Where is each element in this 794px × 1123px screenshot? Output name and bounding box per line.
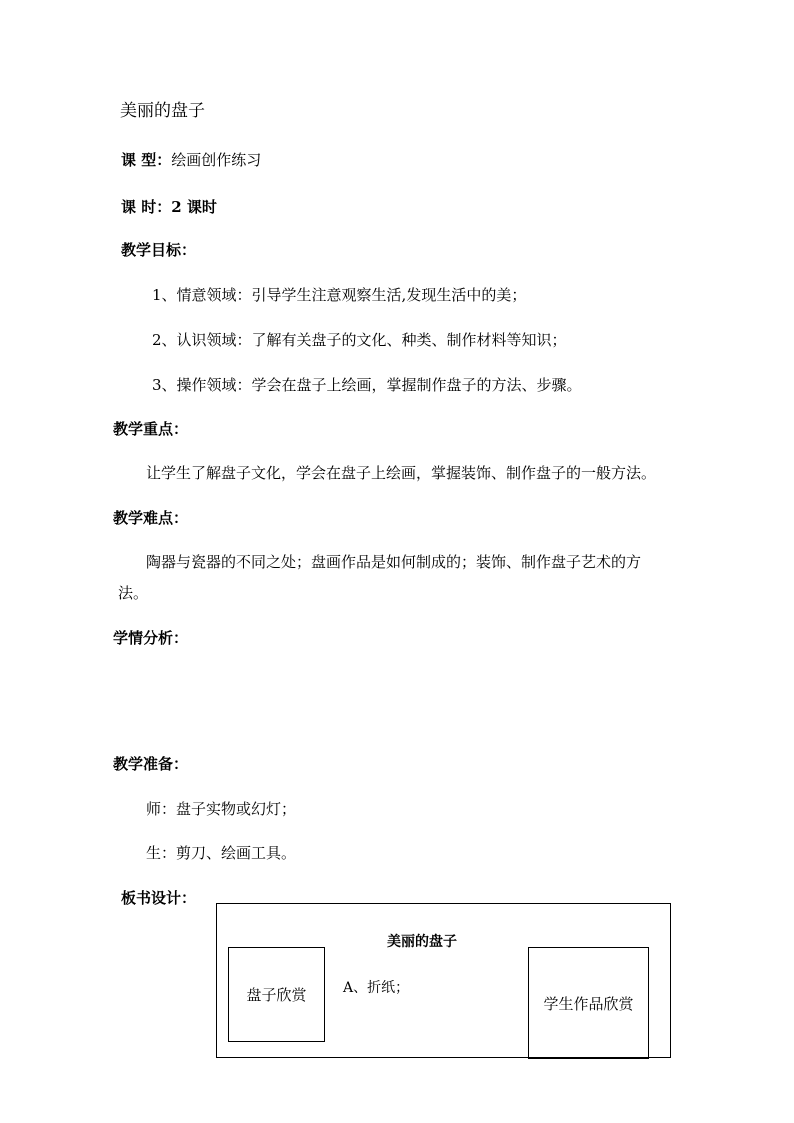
board-right-box-label: 学生作品欣赏 xyxy=(543,994,634,1013)
preparation-student: 生：剪刀、绘画工具。 xyxy=(146,844,297,862)
lesson-type-label: 课 型： xyxy=(121,151,172,169)
difficulties-heading: 教学难点： xyxy=(113,509,189,527)
lesson-type-value: 绘画创作练习 xyxy=(171,151,262,169)
preparation-heading: 教学准备： xyxy=(113,755,189,773)
difficulties-text-line1: 陶器与瓷器的不同之处；盘画作品是如何制成的；装饰、制作盘子艺术的方 xyxy=(146,553,642,571)
page-title: 美丽的盘子 xyxy=(120,101,205,121)
key-points-text: 让学生了解盘子文化，学会在盘子上绘画，掌握装饰、制作盘子的一般方法。 xyxy=(146,464,657,482)
board-left-box xyxy=(228,947,325,1042)
board-left-box-label: 盘子欣赏 xyxy=(246,986,307,1004)
lesson-time-label: 课 时： xyxy=(121,198,172,216)
board-title: 美丽的盘子 xyxy=(387,934,457,950)
board-step: A、折纸； xyxy=(343,980,410,996)
lesson-time-value: 2 课时 xyxy=(171,198,217,216)
lesson-type xyxy=(121,150,261,170)
objective-item: 1、情意领域：引导学生注意观察生活,发现生活中的美； xyxy=(152,286,527,304)
lesson-time xyxy=(121,197,217,217)
objective-item: 3、操作领域：学会在盘子上绘画，掌握制作盘子的方法、步骤。 xyxy=(152,376,582,394)
board-design-frame xyxy=(216,903,671,1058)
objectives-heading: 教学目标： xyxy=(121,241,197,259)
objective-item: 2、认识领域：了解有关盘子的文化、种类、制作材料等知识； xyxy=(152,331,567,349)
preparation-teacher: 师：盘子实物或幻灯； xyxy=(146,800,297,818)
board-heading: 板书设计： xyxy=(121,889,197,907)
analysis-heading: 学情分析： xyxy=(113,629,189,647)
board-right-box xyxy=(528,947,649,1059)
difficulties-text-line2: 法。 xyxy=(118,584,149,602)
key-points-heading: 教学重点： xyxy=(113,420,189,438)
